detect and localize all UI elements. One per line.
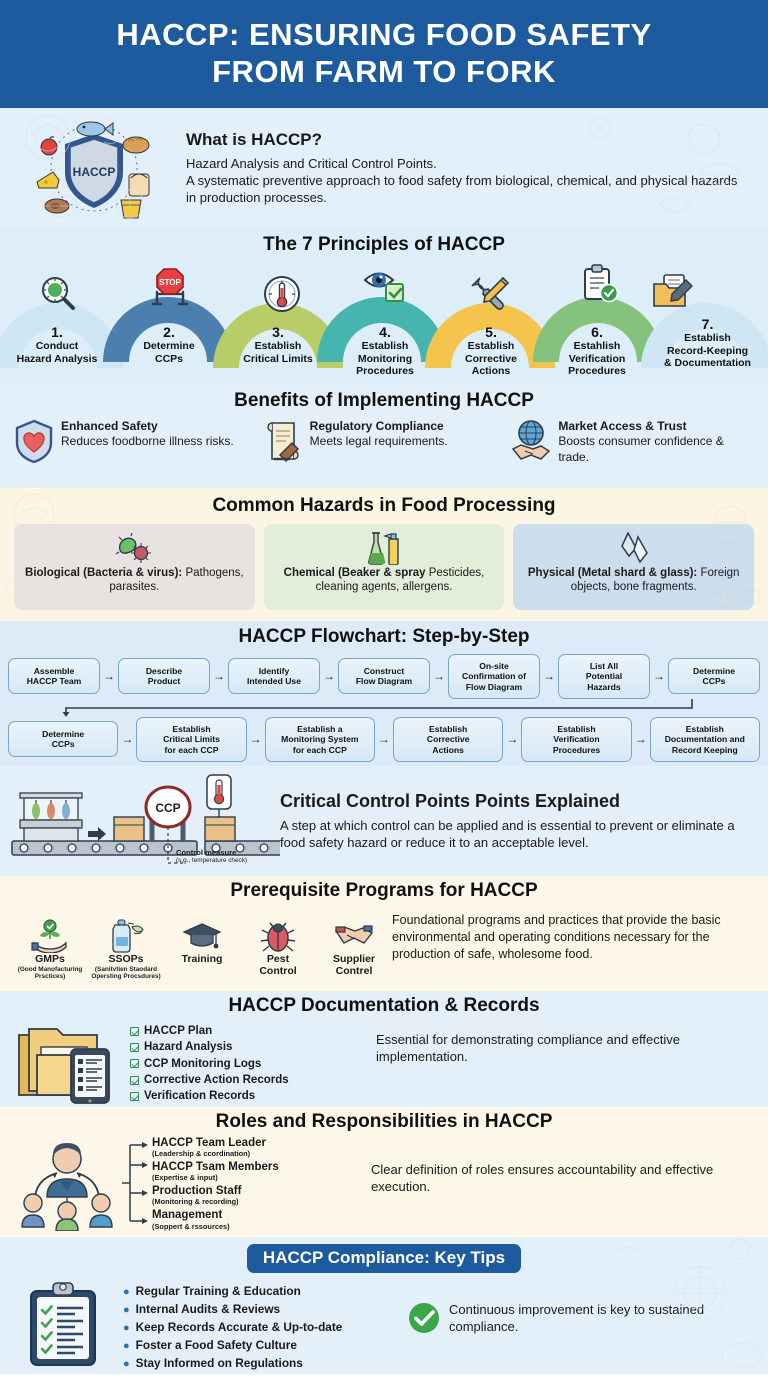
what-is-title: What is HACCP?: [186, 129, 322, 149]
prerequisite-icon-list: [12, 902, 392, 980]
bug-icon: [240, 918, 316, 954]
team-people-illustration: [12, 1135, 122, 1231]
prerequisite-4-label: Pest Control: [259, 953, 297, 977]
role-item: [152, 1209, 367, 1231]
documentation-title: HACCP Documentation & Records: [228, 995, 540, 1016]
flow-arrow-icon: →: [634, 732, 647, 747]
roles-brace-connector: [122, 1135, 152, 1231]
check-icon: [130, 1076, 139, 1085]
roles-desc: Clear definition of roles ensures accountability and effective execution.: [371, 1162, 714, 1195]
hand-plant-check-icon: [12, 918, 88, 954]
clipboard-check-icon: [578, 264, 618, 304]
handshake-icon: [316, 918, 392, 954]
hazard-card-chemical: [264, 524, 505, 610]
benefit-3-title: Market Access & Trust: [558, 419, 687, 433]
principle-5: [432, 324, 550, 377]
hazard-1-bold: Biological (Bacteria & virus):: [25, 567, 183, 579]
what-is-line2: A systematic preventive approach to food safety from biological, chemical, and physical hazards in production processes.: [186, 172, 738, 206]
compliance-tip-label: Keep Records Accurate & Up-to-date: [135, 1319, 343, 1334]
hazard-1-rest: Pathogens, parasites.: [109, 567, 244, 594]
thermometer-gauge-icon: [262, 274, 302, 314]
haccp-shield-illustration: [14, 114, 174, 222]
title-line-1: HACCP: ENSURING FOOD SAFETY: [116, 17, 652, 53]
compliance-tip-label: Foster a Food Safety Culture: [135, 1337, 297, 1352]
flow-box-6-label: List All Potential Hazards: [585, 661, 623, 692]
prerequisite-item-ssops: [88, 918, 164, 980]
principle-6: [538, 324, 656, 377]
principle-7: [645, 316, 768, 369]
principle-3-num: 3.: [272, 324, 284, 340]
wrench-screwdriver-icon: [470, 274, 510, 314]
section-benefits: [0, 383, 768, 488]
graduation-cap-icon: [164, 918, 240, 954]
principle-7-num: 7.: [701, 316, 714, 332]
checklist-clipboard-icon: [14, 1281, 119, 1369]
benefit-3-desc: Boosts consumer confidence & trade.: [558, 434, 724, 464]
benefit-item-market-access: [511, 419, 754, 465]
flow-arrow-icon: →: [653, 669, 665, 684]
compliance-tip: [123, 1355, 403, 1373]
doc-item-label: Hazard Analysis: [144, 1041, 233, 1054]
stop-sign-icon: [148, 266, 188, 306]
flow-box-13[interactable]: [650, 717, 760, 762]
benefit-item-regulatory-compliance: [263, 419, 506, 465]
principle-3-label: Establish Critical Limits: [243, 340, 313, 365]
flow-box-2-label: Describe Product: [145, 666, 183, 687]
hazard-3-bold: Physical (Metal shard & glass):: [527, 567, 698, 579]
section-flowchart: [0, 621, 768, 766]
compliance-tip: [123, 1319, 403, 1337]
flow-box-9[interactable]: [136, 717, 246, 762]
conveyor-ccp-illustration: [0, 771, 280, 871]
roles-title: Roles and Responsibilities in HACCP: [215, 1111, 553, 1132]
hazard-2-rest: Pesticides, cleaning agents, allergens.: [315, 567, 485, 594]
principle-6-num: 6.: [591, 324, 603, 340]
prerequisite-1-sub: (Good Manofacturing Prsctices): [17, 965, 83, 981]
folders-tablet-illustration: [14, 1021, 124, 1105]
section-hazards: [0, 488, 768, 621]
doc-item: [130, 1056, 370, 1072]
ccp-badge-label: CCP: [155, 801, 181, 815]
documentation-text-block: [376, 1021, 754, 1066]
flow-arrow-icon: →: [213, 669, 225, 684]
shield-label: HACCP: [72, 165, 116, 179]
prerequisite-1-label: GMPs: [35, 953, 65, 965]
flow-box-12[interactable]: [521, 717, 631, 762]
scroll-gavel-icon: [263, 419, 303, 465]
flow-box-9-label: Establish Critical Limits for each CCP: [163, 723, 220, 755]
role-item: [152, 1161, 367, 1183]
principle-7-label: Establish Record-Keeping & Documentation: [664, 332, 751, 369]
flow-arrow-icon: →: [506, 732, 519, 747]
prerequisite-item-gmps: [12, 918, 88, 980]
benefits-title: Benefits of Implementing HACCP: [234, 390, 534, 411]
bullet-icon: ●: [123, 1339, 130, 1352]
compliance-tips-list: [123, 1281, 403, 1373]
section-prerequisite-programs: [0, 876, 768, 991]
section-ccp-explained: [0, 766, 768, 876]
documentation-list: [130, 1021, 370, 1105]
compliance-tip-label: Internal Audits & Reviews: [135, 1301, 281, 1316]
documentation-desc: Essential for demonstrating compliance and effective implementation.: [376, 1032, 680, 1065]
principle-6-label: Estahlish Verification Procedures: [568, 340, 626, 377]
flow-box-12-label: Establish Verification Procedures: [552, 723, 601, 755]
role-item-sub: (Expertise & input): [152, 1173, 218, 1183]
principle-4-label: Establish Monitoring Procedures: [356, 340, 414, 377]
role-item-sub: (Monitoring & recording): [152, 1197, 239, 1207]
section-seven-principles: [0, 228, 768, 383]
principle-1-label: Conduct Hazard Analysis: [16, 340, 98, 365]
flow-box-10[interactable]: [265, 717, 375, 762]
prerequisite-item-pest-control: [240, 918, 316, 980]
compliance-tip-label: Regular Training & Education: [135, 1284, 301, 1298]
doc-item-label: HACCP Plan: [144, 1025, 213, 1037]
flow-box-1[interactable]: [8, 658, 100, 694]
flow-box-7[interactable]: [668, 658, 760, 694]
page-title: [116, 17, 651, 90]
benefit-1-desc: Reduces foodborne illness risks.: [61, 434, 234, 448]
flow-arrow-icon: →: [121, 732, 134, 747]
principle-2-num: 2.: [163, 324, 175, 340]
flow-box-8-label: Determine CCPs: [42, 729, 85, 750]
principles-title: The 7 Principles of HACCP: [263, 234, 505, 255]
flow-box-2[interactable]: [118, 658, 210, 694]
prerequisite-title: Prerequisite Programs for HACCP: [230, 880, 538, 901]
bullet-icon: ●: [123, 1286, 130, 1298]
benefit-2-desc: Meets legal requirements.: [309, 434, 448, 448]
magnifier-germ-icon: [38, 274, 78, 314]
compliance-title-pill: HACCP Compliance: Key Tips: [247, 1244, 521, 1273]
flowchart-row-1: [0, 654, 768, 699]
bullet-icon: ●: [123, 1321, 130, 1334]
check-icon: [130, 1027, 139, 1036]
doc-item: [130, 1023, 370, 1039]
flowchart-wrap-connector: [0, 699, 768, 717]
role-item: [152, 1137, 367, 1159]
role-item-title: Production Staff: [152, 1185, 242, 1198]
principle-2: [110, 324, 228, 365]
check-icon: [130, 1092, 139, 1101]
principles-wave: [0, 258, 768, 378]
benefit-item-enhanced-safety: [14, 419, 257, 465]
title-line-2: FROM FARM TO FORK: [212, 54, 556, 89]
flow-box-8[interactable]: [8, 721, 118, 757]
role-item-sub: (Leadership & ccordination): [152, 1149, 251, 1159]
flowchart-row-2: [0, 717, 768, 762]
flow-box-10-label: Establish a Monitoring System for each CCP: [281, 723, 359, 755]
ccp-caption-line1: Control measure: [176, 848, 237, 857]
compliance-note: Continuous improvement is key to sustained compliance.: [449, 1302, 705, 1335]
compliance-tip: [123, 1337, 403, 1355]
flow-arrow-icon: →: [378, 732, 390, 747]
benefit-2-title: Regulatory Compliance: [309, 419, 444, 433]
flow-box-11-label: Establish Corrective Actions: [426, 723, 470, 755]
flow-box-4-label: Construct Flow Diagram: [355, 666, 413, 687]
role-item-sub: (Soppert & rssources): [152, 1221, 230, 1231]
prerequisite-desc: Foundational programs and practices that provide the basic environmental and operating conditions necessary for the production of safe, wholesome food.: [392, 913, 721, 961]
ccp-caption-line2: (s.g., temperature check): [176, 857, 248, 865]
doc-item: [130, 1072, 370, 1088]
doc-item: [130, 1088, 370, 1104]
flow-arrow-icon: →: [433, 669, 445, 684]
globe-handshake-icon: [511, 419, 551, 465]
metal-shard-icon: [519, 530, 748, 566]
prerequisite-5-label: Supplier Contrel: [332, 953, 375, 977]
flow-box-3-label: Identify Intended Use: [247, 666, 301, 687]
role-item-title: HACCP Tsam Members: [152, 1161, 279, 1174]
flow-box-4[interactable]: [338, 658, 430, 694]
principle-1: [0, 324, 116, 365]
bullet-icon: ●: [123, 1357, 130, 1370]
svg-text:STOP: STOP: [159, 278, 181, 287]
compliance-tip: [123, 1301, 403, 1319]
eye-check-icon: [362, 266, 402, 306]
ccp-desc: A step at which control can be applied and is essential to prevent or eliminate a food safety hazard or reduce it to an acceptable level.: [280, 817, 735, 850]
flow-box-1-label: Assemble HACCP Team: [26, 666, 82, 687]
flow-arrow-icon: →: [543, 669, 555, 684]
what-is-text-block: [186, 130, 754, 206]
hazard-3-rest: Foreign objects, bone fragments.: [570, 567, 740, 594]
roles-text-block: [367, 1135, 756, 1196]
section-roles: [0, 1107, 768, 1237]
section-documentation: [0, 991, 768, 1107]
green-check-circle-icon: [407, 1301, 441, 1340]
section-compliance: [0, 1237, 768, 1374]
compliance-note-block: [407, 1281, 754, 1340]
prerequisite-3-label: Training: [181, 953, 223, 965]
ccp-title: Critical Control Points Points Explained: [280, 790, 621, 811]
prerequisite-item-training: [164, 918, 240, 980]
principle-1-num: 1.: [51, 324, 63, 340]
doc-item-label: Corrective Action Records: [144, 1073, 289, 1086]
ccp-text-block: [280, 791, 768, 851]
prerequisite-text-block: [392, 902, 756, 962]
flow-arrow-icon: →: [249, 732, 262, 747]
principle-5-label: Establish Corrective Actions: [465, 340, 517, 377]
principle-4: [326, 324, 444, 377]
benefit-1-title: Enhanced Safety: [61, 419, 158, 433]
prerequisite-2-sub: (Sanitvtien Staodard Opersting Procsdures): [91, 965, 161, 981]
what-is-line1: Hazard Analysis and Critical Control Points.: [186, 155, 437, 171]
bullet-icon: ●: [123, 1303, 130, 1316]
check-icon: [130, 1059, 139, 1068]
principle-4-num: 4.: [379, 324, 391, 340]
check-icon: [130, 1043, 139, 1052]
doc-item: [130, 1039, 370, 1055]
principle-5-num: 5.: [485, 324, 497, 340]
prerequisite-2-label: SSOPs: [108, 953, 144, 965]
doc-item-label: CCP Monitoring Logs: [144, 1057, 262, 1070]
header-banner: [0, 0, 768, 108]
flow-box-13-label: Establish Documentation and Record Keeping: [664, 723, 745, 755]
sanitizer-bottle-icon: [88, 918, 164, 954]
hazard-card-physical: [513, 524, 754, 610]
roles-list: [152, 1135, 367, 1233]
principle-2-label: Determine CCPs: [143, 340, 195, 365]
hazard-card-biological: [14, 524, 255, 610]
flow-arrow-icon: →: [323, 669, 335, 684]
hazard-2-bold: Chemical (Beaker & spray: [283, 567, 426, 579]
section-what-is-haccp: [0, 108, 768, 228]
principle-3: [219, 324, 337, 365]
flowchart-title: HACCP Flowchart: Step-by-Step: [238, 626, 530, 647]
prerequisite-item-supplier-control: [316, 918, 392, 980]
folder-pen-icon: [652, 274, 692, 314]
role-item-title: HACCP Team Leader: [152, 1137, 266, 1149]
flow-arrow-icon: →: [103, 669, 115, 684]
flow-box-5-label: On-site Confirmation of Flow Diagram: [462, 661, 526, 692]
role-item-title: Management: [152, 1209, 223, 1222]
compliance-tip-label: Stay Informed on Regulations: [135, 1355, 303, 1370]
flow-box-6[interactable]: [558, 654, 650, 699]
flow-box-11[interactable]: [393, 717, 503, 762]
flow-box-3[interactable]: [228, 658, 320, 694]
doc-item-label: Verification Records: [144, 1090, 256, 1103]
bacteria-virus-icon: [20, 530, 249, 566]
shield-heart-icon: [14, 419, 54, 465]
flow-box-5[interactable]: [448, 654, 540, 699]
role-item: [152, 1185, 367, 1207]
flow-box-7-label: Determine CCPs: [692, 666, 736, 687]
ccp-caption: [176, 848, 247, 865]
compliance-tip: [123, 1283, 403, 1301]
hazards-title: Common Hazards in Food Processing: [212, 495, 556, 516]
beaker-spray-icon: [270, 530, 499, 566]
